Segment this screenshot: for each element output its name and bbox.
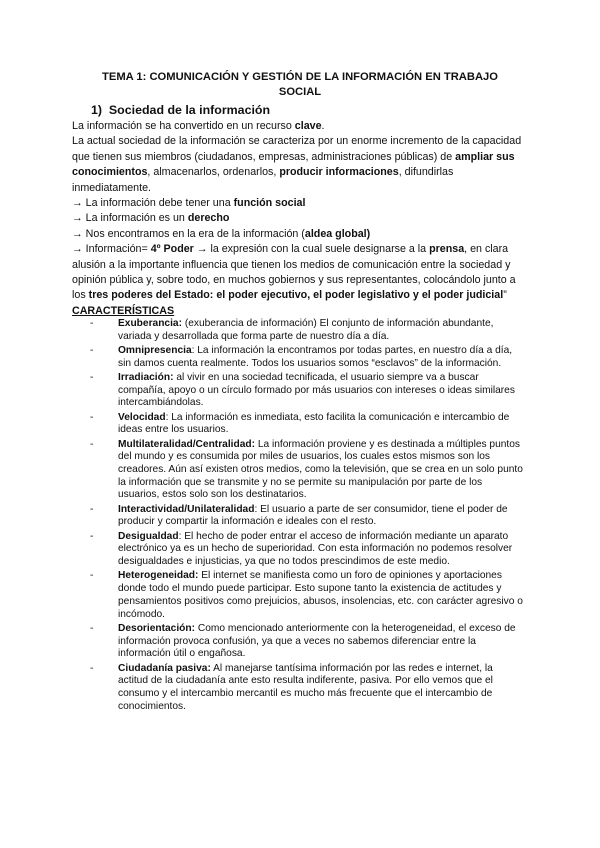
paragraph-cuarto-poder: [72, 242, 528, 304]
item-term: Irradiación:: [118, 371, 174, 383]
text-run: → Información=: [72, 243, 151, 256]
list-item: [72, 439, 528, 503]
item-text: : La información la encontramos por todas partes, en nuestro día a día, sin damos cuenta realmente. Todos los usuarios somos “esclavos” de la información.: [118, 344, 513, 369]
text-run: → La información debe tener una: [72, 197, 234, 210]
item-text: al vivir en una sociedad tecnificada, el usuario siempre va a buscar compañía, apoyo o un círculo formado por más usuarios con intereses o ideas similares intercambiándolas.: [118, 371, 515, 409]
text-run: → Nos encontramos en la era de la información (: [72, 227, 305, 240]
bold-run: aldea global): [304, 227, 371, 240]
text-run: La información se ha convertido en un recurso: [72, 120, 295, 132]
bold-run: 4º Poder: [150, 243, 194, 256]
item-text: Como mencionado anteriormente con la heterogeneidad, el exceso de información provoca confusión, ya que a veces no sabemos diferenciar entre la información útil o engañosa.: [118, 622, 516, 660]
list-item: [72, 412, 528, 437]
dash-bullet: -: [90, 503, 94, 515]
item-term: Heterogeneidad:: [118, 570, 199, 582]
dash-bullet: -: [90, 662, 94, 674]
item-term: Exuberancia:: [118, 317, 182, 329]
dash-bullet: -: [90, 570, 94, 582]
bold-run: producir informaciones: [279, 166, 399, 179]
bold-run: derecho: [187, 212, 230, 225]
item-text: : La información es inmediata, esto facilita la comunicación e intercambio de ideas entre los usuarios.: [118, 411, 510, 436]
dash-bullet: -: [90, 317, 94, 329]
arrow-line-aldea-global: [72, 227, 528, 242]
text-run: , difundirlas inmediatamente.: [72, 166, 454, 194]
item-text: (exuberancia de información) El conjunto de información abundante, variada y desarrollada que forma parte de nuestro día a día.: [118, 317, 494, 342]
bold-run: prensa: [429, 243, 465, 256]
item-term: Desorientación:: [118, 622, 195, 634]
item-term: Interactividad/Unilateralidad: [118, 503, 255, 515]
text-run: → la expresión con la cual suele designarse a la: [193, 243, 430, 256]
dash-bullet: -: [90, 344, 94, 356]
item-term: Velocidad: [118, 411, 166, 423]
dash-bullet: -: [90, 438, 94, 450]
text-run: La actual sociedad de la información se caracteriza por un enorme incremento de la capacidad que tienen sus miembros (ciudadanos, empresas, administraciones públicas) de: [72, 135, 522, 163]
list-item: [72, 623, 528, 661]
item-term: Multilateralidad/Centralidad:: [118, 438, 255, 450]
item-text: Al manejarse tantísima información por las redes e internet, la actitud de la ciudadanía ante esto resulta indiferente, pasiva. Por ello vemos que el consumo y el intercambio mercantil es mucho más frecuente que el intercambio de conocimientos.: [118, 662, 493, 712]
dash-bullet: -: [90, 371, 94, 383]
section-number: 1): [91, 103, 103, 117]
bold-run: ampliar sus conocimientos: [72, 150, 515, 179]
paragraph-sociedad: [72, 134, 528, 196]
bold-run: tres poderes del Estado: el poder ejecutivo, el poder legislativo y el poder judicial: [88, 289, 504, 302]
arrow-line-derecho: [72, 211, 528, 226]
text-run: → La información es un: [72, 212, 188, 225]
list-item: [72, 531, 528, 569]
document-title: TEMA 1: COMUNICACIÓN Y GESTIÓN DE LA INFORMACIÓN EN TRABAJO SOCIAL: [102, 71, 498, 98]
arrow-line-funcion-social: [72, 196, 528, 211]
text-run: ”: [503, 289, 507, 302]
text-run: , en clara alusión a la importante influencia que tienen los medios de comunicación entre la sociedad y opinión pública y, sobre todo, en muchos gobiernos y sus representantes, colocándolo junto a los: [72, 243, 516, 302]
section-heading: [72, 102, 528, 118]
item-text: El internet se manifiesta como un foro de opiniones y aportaciones donde todo el mundo puede participar. Esto supone tanto la existencia de actitudes y pensamientos positivos como prejuicios, abusos, insolencias, etc. con carácter agresivo o incómodo.: [118, 570, 523, 620]
item-term: Desigualdad: [118, 530, 179, 542]
text-run: .: [321, 120, 325, 132]
item-term: Ciudadanía pasiva:: [118, 662, 211, 674]
list-item: [72, 570, 528, 621]
list-item: [72, 318, 528, 343]
list-item: [72, 504, 528, 529]
dash-bullet: -: [90, 622, 94, 634]
item-text: : El usuario a parte de ser consumidor, tiene el poder de producir y compartir la información e ideales con el resto.: [118, 503, 508, 528]
bold-run: función social: [233, 197, 306, 210]
dash-bullet: -: [90, 530, 94, 542]
paragraph-recurso-clave: [72, 119, 528, 134]
list-item: [72, 372, 528, 410]
section-label: Sociedad de la información: [108, 103, 271, 117]
list-item: [72, 663, 528, 714]
characteristics-heading: CARACTERÍSTICAS: [72, 304, 175, 317]
dash-bullet: -: [90, 411, 94, 423]
item-term: Omnipresencia: [118, 344, 192, 356]
text-run: , almacenarlos, ordenarlos,: [147, 166, 280, 179]
bold-run: clave: [294, 120, 322, 132]
item-text: : El hecho de poder entrar el acceso de información mediante un aparato electrónico ya es un hecho de superioridad. Con esta información no podemos resolver desigualdades e injusticias, ya que no todos prescindimos de este medio.: [118, 530, 513, 568]
item-text: La información proviene y es destinada a múltiples puntos del mundo y es consumida por miles de usuarios, los cuales estos mismos son los creadores. Aún así existen otros medios, como la televisión, que se crea en un solo punto la información que se transmite y no se permite su manipulación por parte de los usuarios, estos solo son los destinatarios.: [118, 438, 523, 501]
characteristics-list: [72, 318, 528, 713]
list-item: [72, 345, 528, 370]
